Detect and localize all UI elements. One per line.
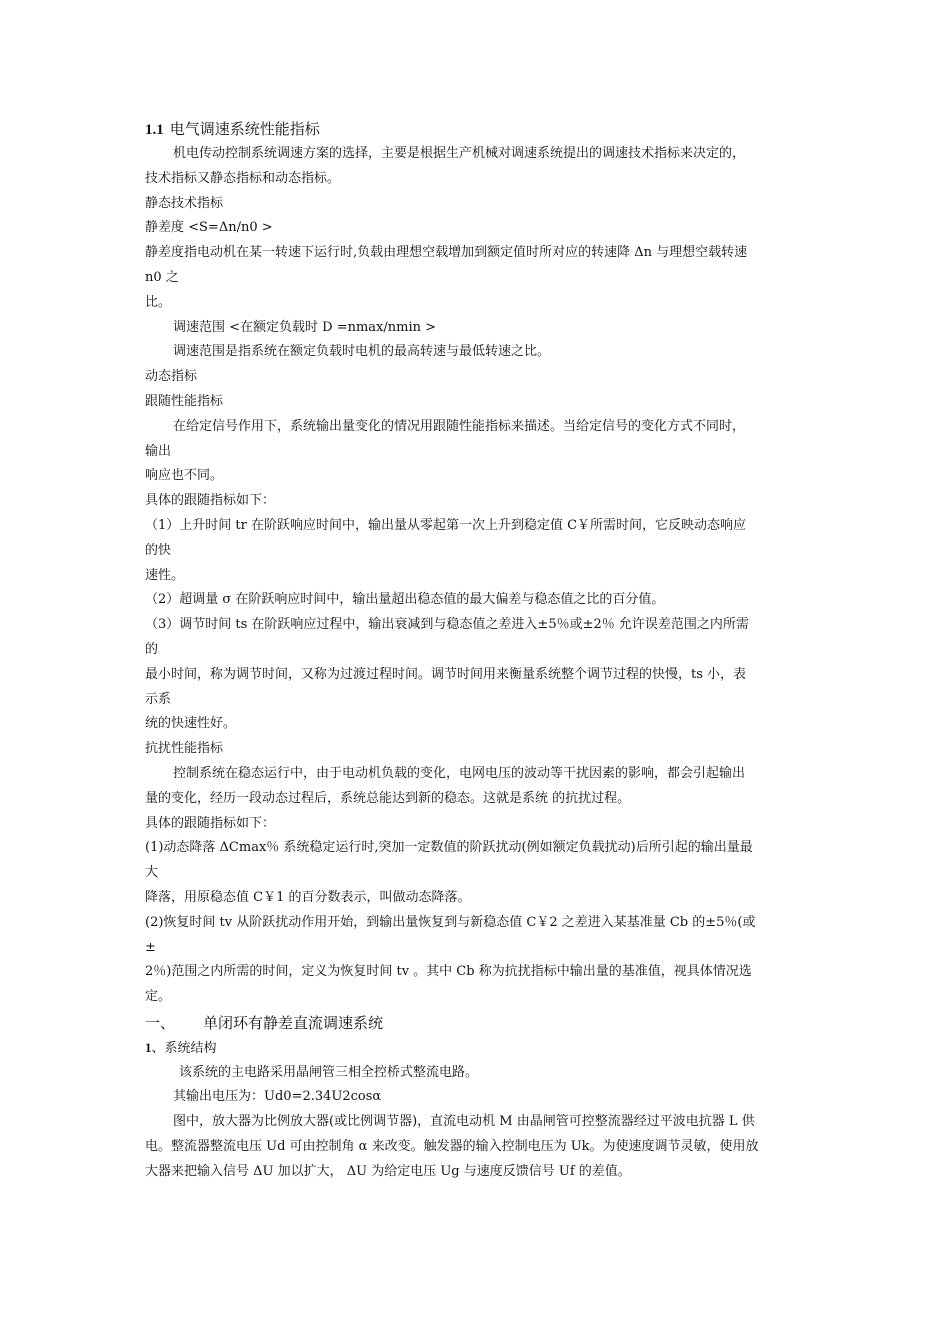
list-item: (2)恢复时间 tv 从阶跃扰动作用开始，到输出量恢复到与新稳态值 C￥2 之差进入某基准量 Cb 的±5％(或 [145, 914, 756, 930]
subheading-tracking: 跟随性能指标 [145, 393, 224, 409]
document-page [145, 116, 810, 1185]
paragraph-line: 技术指标又静态指标和动态指标。 [145, 170, 341, 186]
formula-line: 调速范围 <在额定负载时 D =nmax/nmin > [173, 319, 437, 335]
list-item: （1）上升时间 tr 在阶跃响应时间中，输出量从零起第一次上升到稳定值 C￥所需时间，它反映动态响应 [145, 517, 747, 533]
paragraph-line: 大 [145, 865, 159, 881]
subheading-static: 静态技术指标 [145, 195, 224, 211]
paragraph-line: 量的变化，经历一段动态过程后，系统总能达到新的稳态。这就是系统 的抗扰过程。 [145, 790, 631, 806]
paragraph-line: 静差度指电动机在某一转速下运行时,负载由理想空载增加到额定值时所对应的转速降 Δn 与理想空载转速 [145, 245, 748, 261]
subsection-title: 、系统结构 [151, 1040, 217, 1056]
subheading-dynamic: 动态指标 [145, 369, 198, 385]
formula-line: 其输出电压为：Ud0=2.34U2cosα [173, 1089, 382, 1105]
list-item: （3）调节时间 ts 在阶跃响应过程中，输出衰减到与稳态值之差进入±5％或±2％ 允许误差范围之内所需 [145, 617, 749, 633]
section-heading [145, 1010, 810, 1036]
paragraph-line: 电。整流器整流电压 Ud 可由控制角 α 来改变。触发器的输入控制电压为 Uk。为使速度调节灵敏，使用放 [145, 1139, 759, 1155]
paragraph-line: n0 之 [145, 269, 179, 285]
section-title: 单闭环有静差直流调速系统 [203, 1013, 384, 1032]
paragraph-line: 图中，放大器为比例放大器(或比例调节器)，直流电动机 M 由晶闸管可控整流器经过平波电抗器 L 供 [173, 1114, 755, 1130]
paragraph-line: 该系统的主电路采用晶闸管三相全控桥式整流电路。 [179, 1064, 479, 1080]
paragraph-line: 2％)范围之内所需的时间，定义为恢复时间 tv 。其中 Cb 称为抗扰指标中输出量的基准值，视具体情况选 [145, 964, 752, 980]
paragraph-line: ± [145, 939, 156, 955]
paragraph-line: 的 [145, 641, 159, 657]
paragraph-line: 在给定信号作用下，系统输出量变化的情况用跟随性能指标来描述。当给定信号的变化方式不同时， [173, 418, 746, 434]
paragraph-line: 机电传动控制系统调速方案的选择，主要是根据生产机械对调速系统提出的调速技术指标来决定的， [173, 146, 746, 161]
paragraph-line: 降落，用原稳态值 C￥1 的百分数表示，叫做动态降落。 [145, 889, 471, 905]
list-item: （2）超调量 σ 在阶跃响应时间中，输出量超出稳态值的最大偏差与稳态值之比的百分值。 [145, 592, 665, 608]
subheading-disturbance: 抗扰性能指标 [145, 741, 224, 757]
paragraph-line: 调速范围是指系统在额定负载时电机的最高转速与最低转速之比。 [173, 344, 551, 360]
heading-1-1 [145, 116, 810, 142]
paragraph-line: 具体的跟随指标如下： [145, 815, 276, 831]
formula-line: 静差度 <S=Δn/n0 > [145, 220, 273, 236]
paragraph-line: 响应也不同。 [145, 468, 224, 484]
paragraph-line: 示系 [145, 691, 172, 707]
subsection-heading [145, 1036, 810, 1061]
subsection-number: 1 [145, 1039, 152, 1055]
list-item: (1)动态降落 ΔCmax％ 系统稳定运行时,突加一定数值的阶跃扰动(例如额定负载扰动)后所引起的输出量最 [145, 840, 753, 856]
paragraph-line: 的快 [145, 542, 172, 558]
paragraph-line: 大器来把输入信号 ΔU 加以扩大， ΔU 为给定电压 Ug 与速度反馈信号 Uf 的差值。 [145, 1163, 631, 1179]
paragraph-line: 具体的跟随指标如下： [145, 493, 276, 509]
heading-number: 1.1 [145, 122, 164, 138]
section-number: 一、 [145, 1013, 176, 1032]
paragraph-line: 控制系统在稳态运行中，由于电动机负载的变化，电网电压的波动等干扰因素的影响，都会引起输出 [173, 765, 746, 781]
paragraph-line: 最小时间，称为调节时间，又称为过渡过程时间。调节时间用来衡量系统整个调节过程的快慢，ts 小，表 [145, 666, 747, 682]
paragraph-line: 统的快速性好。 [145, 716, 237, 732]
paragraph-line: 比。 [145, 294, 172, 310]
paragraph-line: 输出 [145, 443, 172, 459]
paragraph-line: 定。 [145, 989, 172, 1005]
heading-title: 电气调速系统性能指标 [169, 120, 320, 138]
paragraph-line: 速性。 [145, 567, 185, 583]
